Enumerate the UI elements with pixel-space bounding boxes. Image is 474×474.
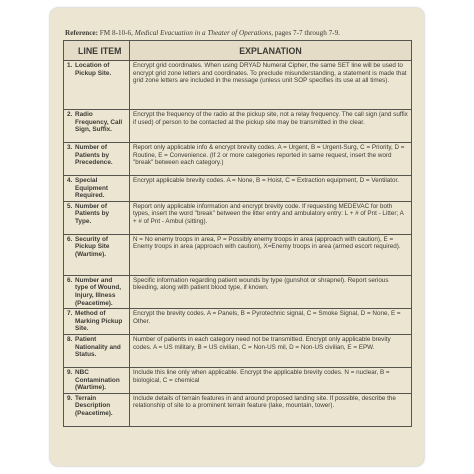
line-number: 9. — [67, 368, 73, 376]
line-label: Special Equipment Required. — [75, 177, 109, 200]
explanation-cell: Specific information regarding patient wounds by type (gunshot or shrapnel). Report serious bleeding, along with patient blood type, if known. — [130, 275, 412, 308]
table-row — [64, 201, 412, 234]
line-number: 9. — [67, 394, 73, 402]
table-row — [64, 143, 412, 176]
explanation-cell: Include details of terrain features in and around proposed landing site. If possible, describe the relationship of site to a prominent terrain feature (lake, mountain, tower). — [130, 393, 412, 426]
table-row — [64, 176, 412, 202]
line-item-cell — [64, 201, 130, 234]
line-label: Method of Marking Pickup Site. — [75, 310, 123, 333]
line-item-cell — [64, 61, 130, 110]
table-header-row — [64, 41, 412, 61]
line-item-cell — [64, 176, 130, 202]
line-item-cell — [64, 393, 130, 426]
header-line-item: LINE ITEM — [64, 41, 130, 61]
line-label: Security of Pickup Site (Wartime). — [75, 235, 110, 258]
line-number: 2. — [67, 111, 73, 118]
line-label: Terrain Description (Peacetime). — [75, 394, 113, 417]
explanation-cell: Encrypt grid coordinates. When using DRYAD Numeral Cipher, the same SET line will be used to encrypt grid zone letters and coordinates. To preclude misunderstanding, a statement is made that grid zone letters are included in the message (unless unit SOP specifies its use at all times). — [130, 61, 412, 110]
medevac-request-table — [63, 40, 412, 427]
reference-title: Medical Evacuation in a Theater of Operations, — [134, 29, 274, 37]
explanation-cell: Encrypt applicable brevity codes. A = None, B = Hoist, C = Extraction equipment, D = Ventilator. — [130, 176, 412, 202]
medevac-reference-card — [50, 8, 424, 466]
table-row — [64, 275, 412, 308]
line-number: 4. — [67, 177, 73, 184]
table-row — [64, 334, 412, 367]
explanation-cell: N = No enemy troops in area, P = Possibly enemy troops in area (approach with caution), E = Enemy troops in area (approach with caution), X=Enemy troops in area (armed escort required). — [130, 234, 412, 275]
table-row — [64, 367, 412, 393]
reference-prefix: Reference: — [65, 29, 100, 37]
line-item-cell — [64, 275, 130, 308]
line-number: 5. — [67, 202, 73, 210]
line-number: 1. — [67, 62, 73, 69]
line-label: Number of Patients by Type. — [75, 202, 110, 225]
line-label: NBC Contamination (Wartime). — [75, 368, 120, 392]
line-label: Patient Nationality and Status. — [75, 335, 121, 359]
explanation-cell: Include this line only when applicable. Encrypt the applicable brevity codes. N = nuclear, B = biological, C = chemical — [130, 367, 412, 393]
explanation-cell: Encrypt the brevity codes. A = Panels, B = Pyrotechnic signal, C = Smoke Signal, D = None, E = Other. — [130, 309, 412, 335]
line-item-cell — [64, 143, 130, 176]
table-row — [64, 309, 412, 335]
line-number: 7. — [67, 310, 73, 318]
line-label: Number and type of Wound, Injury, Illness (Peacetime). — [75, 276, 122, 307]
reference-pages: pages 7-7 through 7-9. — [273, 29, 340, 37]
line-number: 3. — [67, 144, 73, 151]
line-number: 6. — [67, 235, 73, 243]
line-item-cell — [64, 367, 130, 393]
line-label: Location of Pickup Site. — [75, 62, 112, 77]
line-label: Radio Frequency, Call Sign, Suffix. — [75, 111, 123, 134]
line-item-cell — [64, 309, 130, 335]
table-row — [64, 61, 412, 110]
line-number: 8. — [67, 335, 73, 343]
reference-manual: FM 8-10-6, — [99, 29, 133, 37]
explanation-cell: Number of patients in each category need not be transmitted. Encrypt only applicable brevity codes. A = US military, B = US civilian, C = Non-US mil, D = Non-US civilian, E = EPW. — [130, 334, 412, 367]
explanation-cell: Encrypt the frequency of the radio at the pickup site, not a relay frequency. The call sign (and suffix if used) of person to be contacted at the pickup site may be transmitted in the clear. — [130, 110, 412, 143]
reference-line — [65, 29, 415, 37]
line-item-cell — [64, 234, 130, 275]
line-item-cell — [64, 110, 130, 143]
explanation-cell: Report only applicable information and encrypt brevity code. If requesting MEDEVAC for both types, insert the word "break" between the litter entry and ambulatory entry: L + # of Pnt - Litter; A + # of Pnt - Ambul (sitting). — [130, 201, 412, 234]
line-label: Number of Patients by Precedence. — [75, 144, 113, 167]
table-row — [64, 234, 412, 275]
line-item-cell — [64, 334, 130, 367]
table-row — [64, 393, 412, 426]
header-explanation: EXPLANATION — [130, 41, 412, 61]
line-number: 6. — [67, 276, 73, 284]
table-row — [64, 110, 412, 143]
explanation-cell: Report only applicable info & encrypt brevity codes. A = Urgent, B = Urgent-Surg, C = Priority, D = Routine, E = Convenience. (If 2 or more categories reported in same request, insert the word "break" between each category.) — [130, 143, 412, 176]
